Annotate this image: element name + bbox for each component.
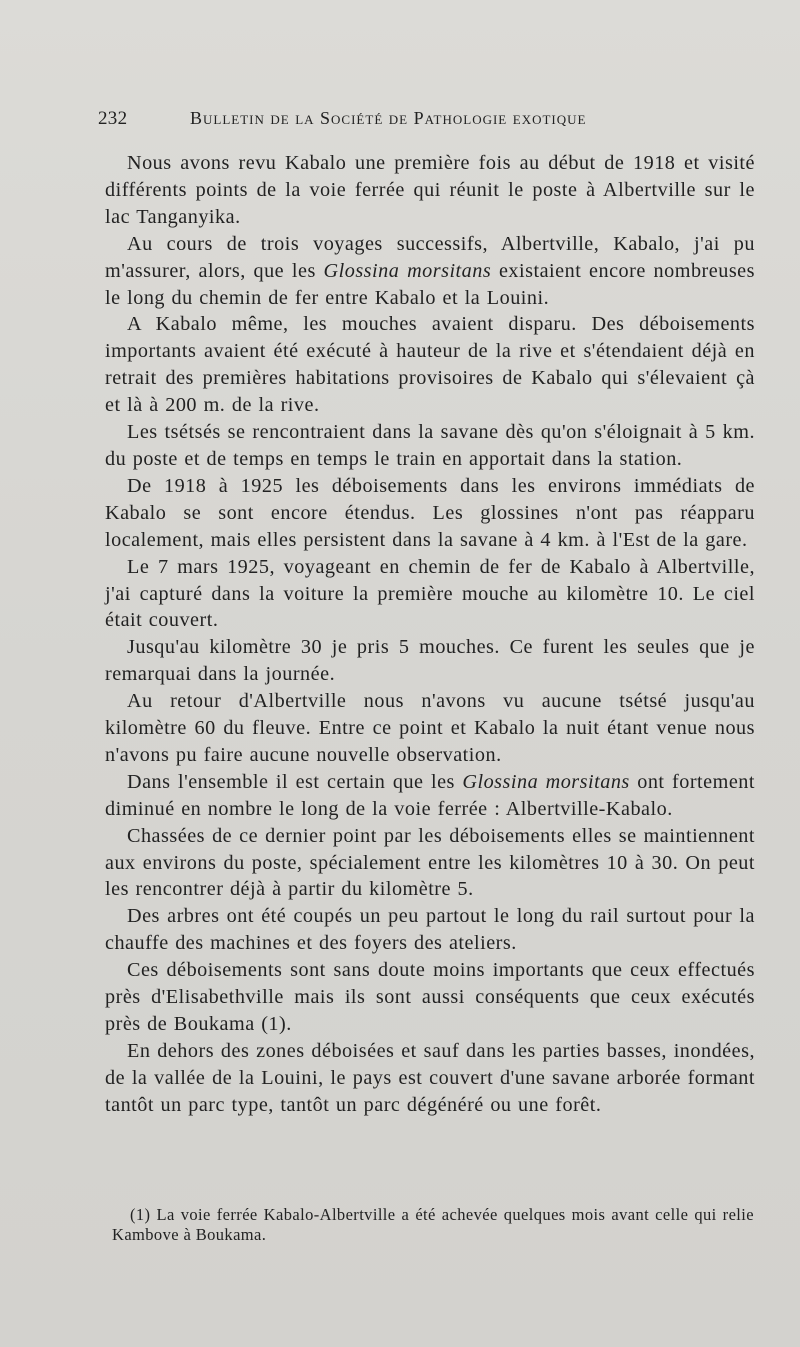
paragraph <box>105 554 755 635</box>
text-run: Dans l'ensemble il est certain que les <box>127 770 463 793</box>
text-run: Au cours de trois voyages successifs, Albertville, Kabalo, j'ai pu m'assurer, alors, que les <box>105 232 755 282</box>
paragraph <box>105 823 755 904</box>
paragraph <box>105 688 755 769</box>
paragraph <box>105 473 755 554</box>
footnote-text: (1) La voie ferrée Kabalo-Albertville a été achevée quelques mois avant celle qui relie Kambove à Boukama. <box>112 1205 754 1244</box>
paragraph <box>105 311 755 419</box>
text-run: De 1918 à 1925 les déboisements dans les environs immédiats de Kabalo se sont encore étendus. Les glossines n'ont pas réapparu localement, mais elles persistent dans la savane à 4 km. à l'Est de la gare. <box>105 474 755 551</box>
paragraph <box>105 634 755 688</box>
species-name: Glossina morsitans <box>323 259 492 282</box>
paragraph <box>105 957 755 1038</box>
text-run: Jusqu'au kilomètre 30 je pris 5 mouches. Ce furent les seules que je remarquai dans la journée. <box>105 636 755 686</box>
page-number: 232 <box>98 108 128 129</box>
paragraph <box>105 419 755 473</box>
text-run: existaient encore nombreuses le long du chemin de fer entre Kabalo et la Louini. <box>105 259 755 309</box>
paragraph <box>105 903 755 957</box>
body-text <box>105 150 755 1119</box>
text-run: Des arbres ont été coupés un peu partout le long du rail surtout pour la chauffe des machines et des foyers des ateliers. <box>105 905 755 955</box>
text-run: Chassées de ce dernier point par les déboisements elles se maintiennent aux environs du poste, spécialement entre les kilomètres 10 à 30. On peut les rencontrer déjà à partir du kilomètre 5. <box>105 824 755 901</box>
running-title: Bulletin de la Société de Pathologie exotique <box>190 108 587 128</box>
species-name: Glossina morsitans <box>462 770 630 793</box>
text-run: A Kabalo même, les mouches avaient disparu. Des déboisements importants avaient été exécuté à hauteur de la rive et s'étendaient déjà en retrait des premières habitations provisoires de Kabalo qui s'élevaient çà et là à 200 m. de la rive. <box>105 313 755 417</box>
text-run: Le 7 mars 1925, voyageant en chemin de fer de Kabalo à Albertville, j'ai capturé dans la voiture la première mouche au kilomètre 10. Le ciel était couvert. <box>105 555 755 632</box>
page-header <box>98 108 750 138</box>
text-run: ont fortement diminué en nombre le long de la voie ferrée : Albertville-Kabalo. <box>105 770 755 820</box>
paragraph <box>105 231 755 312</box>
footnote <box>112 1205 754 1245</box>
text-run: Ces déboisements sont sans doute moins importants que ceux effectués près d'Elisabethville mais ils sont aussi conséquents que ceux exécutés près de Boukama (1). <box>105 959 755 1035</box>
paragraph <box>105 1038 755 1119</box>
paragraph <box>105 150 755 231</box>
text-run: En dehors des zones déboisées et sauf dans les parties basses, inondées, de la vallée de la Louini, le pays est couvert d'une savane arborée formant tantôt un parc type, tantôt un parc dégénéré ou une forêt. <box>105 1039 755 1116</box>
paragraph <box>105 769 755 823</box>
text-run: Au retour d'Albertville nous n'avons vu aucune tsétsé jusqu'au kilomètre 60 du fleuve. Entre ce point et Kabalo la nuit étant venue nous n'avons pu faire aucune nouvelle observation. <box>105 690 755 766</box>
text-run: Nous avons revu Kabalo une première fois au début de 1918 et visité différents points de la voie ferrée qui réunit le poste à Albertville sur le lac Tanganyika. <box>105 152 755 228</box>
text-run: Les tsétsés se rencontraient dans la savane dès qu'on s'éloignait à 5 km. du poste et de temps en temps le train en apportait dans la station. <box>105 421 755 470</box>
